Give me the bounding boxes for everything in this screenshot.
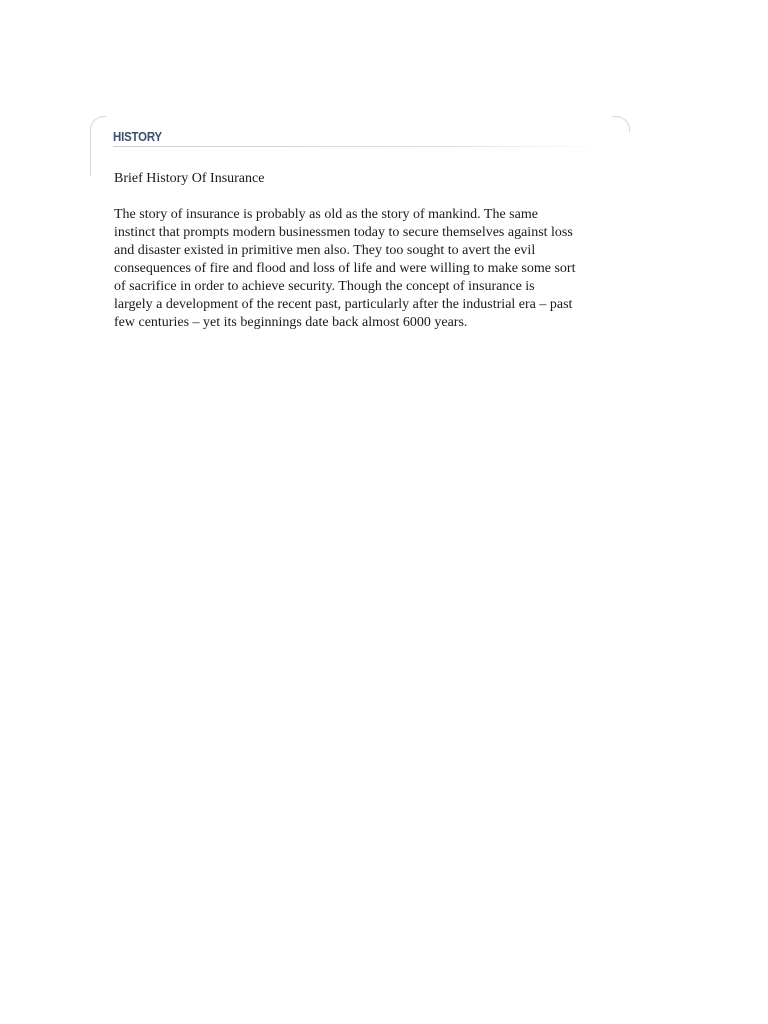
body-line: largely a development of the recent past, particularly after the industrial era – past xyxy=(114,297,573,312)
body-line: instinct that prompts modern businessmen today to secure themselves against loss xyxy=(114,225,573,240)
body-line: The story of insurance is probably as old as the story of mankind. The same xyxy=(114,207,538,222)
frame-right-corner xyxy=(612,116,630,132)
document-body xyxy=(114,206,575,332)
body-line: few centuries – yet its beginnings date back almost 6000 years. xyxy=(114,315,468,330)
frame-left-corner xyxy=(90,116,106,176)
document-title: Brief History Of Insurance xyxy=(114,171,265,186)
section-header: HISTORY xyxy=(113,129,162,144)
body-line: consequences of fire and flood and loss of life and were willing to make some sort xyxy=(114,261,576,276)
body-line: of sacrifice in order to achieve security. Though the concept of insurance is xyxy=(114,279,535,294)
header-divider xyxy=(113,146,603,147)
body-line: and disaster existed in primitive men also. They too sought to avert the evil xyxy=(114,243,536,258)
